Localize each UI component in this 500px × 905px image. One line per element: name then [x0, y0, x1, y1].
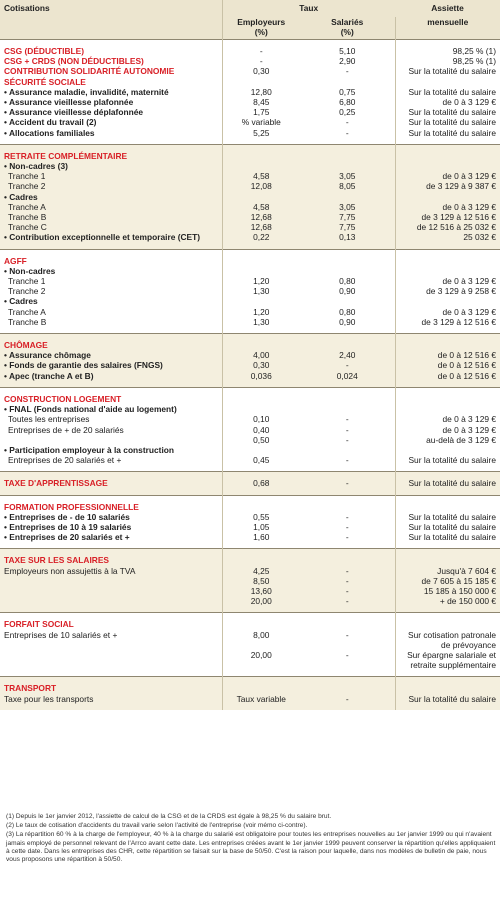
row-employeurs: 0,40: [222, 425, 300, 435]
row-employeurs: [222, 683, 300, 693]
table-header: [0, 0, 500, 40]
row-assiette: Sur la totalité du salaire: [395, 455, 500, 465]
row-label: Employeurs non assujettis à la TVA: [0, 566, 222, 576]
row-label: FORFAIT SOCIAL: [0, 619, 222, 629]
row-assiette: Sur la totalité du salaire: [395, 117, 500, 127]
row-label: • FNAL (Fonds national d'aide au logement): [0, 404, 222, 414]
table-row: [0, 266, 500, 276]
row-assiette: [395, 77, 500, 87]
row-assiette: de prévoyance: [395, 640, 500, 650]
row-assiette: de 0 à 3 129 €: [395, 425, 500, 435]
table-row: [0, 350, 500, 360]
footnote: (3) La répartition 60 % à la charge de l'employeur, 40 % à la charge du salarié est obligatoire pour toutes les entreprises nouvelles au 1er janvier 1999 ou qui n'avaient jamais employé de personnel relevant de l'Arrco avant cette date. Les entreprises créées avant le 1er janvier 1999 peuvent conserver la répartition qu'elles appliquaient à cette date. Dans les entreprises des CHR, cette répartition se faisait sur la base de 50/50. C'est la raison pour laquelle, dans nos modèles de bulletin de paie, nous vous proposons une répartition à 50/50.: [6, 831, 496, 864]
row-assiette: [395, 266, 500, 276]
row-assiette: de 3 129 à 9 258 €: [395, 286, 500, 296]
footnotes: [6, 813, 496, 865]
table-row: [0, 512, 500, 522]
row-salaries: -: [300, 117, 395, 127]
row-salaries: -: [300, 360, 395, 370]
row-salaries: 2,90: [300, 56, 395, 66]
row-label: • Entreprises de - de 10 salariés: [0, 512, 222, 522]
row-label: TAXE D'APPRENTISSAGE: [0, 478, 222, 488]
row-salaries: [300, 394, 395, 404]
row-label: • Non-cadres (3): [0, 161, 222, 171]
row-label: • Entreprises de 20 salariés et +: [0, 532, 222, 542]
row-employeurs: 5,25: [222, 128, 300, 138]
row-assiette: [395, 619, 500, 629]
row-employeurs: [222, 619, 300, 629]
row-label: Taxe pour les transports: [0, 694, 222, 704]
row-salaries: 0,90: [300, 317, 395, 327]
row-label: Tranche 2: [0, 286, 222, 296]
table-row: [0, 425, 500, 435]
row-employeurs: 4,58: [222, 202, 300, 212]
row-assiette: de 0 à 3 129 €: [395, 202, 500, 212]
row-label: • Non-cadres: [0, 266, 222, 276]
row-employeurs: [222, 151, 300, 161]
row-salaries: 3,05: [300, 202, 395, 212]
row-employeurs: [222, 502, 300, 512]
row-assiette: Sur la totalité du salaire: [395, 478, 500, 488]
row-label: • Participation employeur à la construction: [0, 445, 222, 455]
table-row: [0, 171, 500, 181]
header-mensuelle: mensuelle: [395, 17, 500, 40]
table-row: [0, 56, 500, 66]
table-row: [0, 435, 500, 445]
row-label: AGFF: [0, 256, 222, 266]
row-salaries: [300, 296, 395, 306]
row-employeurs: [222, 404, 300, 414]
row-salaries: 6,80: [300, 97, 395, 107]
row-label: • Allocations familiales: [0, 128, 222, 138]
row-label: • Cadres: [0, 296, 222, 306]
table-row: [0, 576, 500, 586]
row-salaries: [300, 404, 395, 414]
row-employeurs: [222, 161, 300, 171]
footnote: (2) Le taux de cotisation d'accidents du travail varie selon l'activité de l'entreprise (voir mémo ci-contre).: [6, 822, 308, 830]
table-row: [0, 683, 500, 693]
row-employeurs: 0,55: [222, 512, 300, 522]
row-employeurs: 8,45: [222, 97, 300, 107]
row-label: Toutes les entreprises: [0, 414, 222, 424]
row-label: Tranche C: [0, 222, 222, 232]
row-assiette: Sur la totalité du salaire: [395, 532, 500, 542]
row-assiette: Sur la totalité du salaire: [395, 107, 500, 117]
row-salaries: -: [300, 414, 395, 424]
row-salaries: [300, 340, 395, 350]
row-label: [0, 660, 222, 670]
row-assiette: de 3 129 à 12 516 €: [395, 212, 500, 222]
table-row: [0, 202, 500, 212]
row-salaries: [300, 683, 395, 693]
row-employeurs: [222, 660, 300, 670]
row-salaries: 0,80: [300, 307, 395, 317]
table-row: [0, 97, 500, 107]
header-salaries-label: Salariés: [331, 17, 364, 27]
row-assiette: de 3 129 à 12 516 €: [395, 317, 500, 327]
row-assiette: retraite supplémentaire: [395, 660, 500, 670]
row-employeurs: 4,25: [222, 566, 300, 576]
row-label: • Fonds de garantie des salaires (FNGS): [0, 360, 222, 370]
row-employeurs: 1,60: [222, 532, 300, 542]
row-employeurs: % variable: [222, 117, 300, 127]
row-employeurs: 0,45: [222, 455, 300, 465]
row-assiette: Jusqu'à 7 604 €: [395, 566, 500, 576]
row-label: [0, 640, 222, 650]
table-row: [0, 371, 500, 381]
row-label: SÉCURITÉ SOCIALE: [0, 77, 222, 87]
row-employeurs: -: [222, 46, 300, 56]
row-assiette: [395, 340, 500, 350]
table-row: [0, 77, 500, 87]
row-employeurs: 20,00: [222, 596, 300, 606]
table-row: [0, 192, 500, 202]
table-row: [0, 286, 500, 296]
row-employeurs: 1,30: [222, 317, 300, 327]
row-assiette: au-delà de 3 129 €: [395, 435, 500, 445]
table-row: [0, 522, 500, 532]
table-row: [0, 694, 500, 704]
row-employeurs: 1,05: [222, 522, 300, 532]
row-assiette: 98,25 % (1): [395, 46, 500, 56]
row-salaries: [300, 619, 395, 629]
row-label: Entreprises de + de 20 salariés: [0, 425, 222, 435]
row-label: [0, 596, 222, 606]
row-employeurs: 1,20: [222, 276, 300, 286]
table-row: [0, 296, 500, 306]
row-salaries: [300, 502, 395, 512]
row-salaries: 0,024: [300, 371, 395, 381]
row-salaries: 0,75: [300, 87, 395, 97]
row-employeurs: 0,036: [222, 371, 300, 381]
row-label: Entreprises de 10 salariés et +: [0, 630, 222, 640]
row-salaries: -: [300, 576, 395, 586]
row-label: • Assurance maladie, invalidité, maternité: [0, 87, 222, 97]
row-label: • Apec (tranche A et B): [0, 371, 222, 381]
row-assiette: de 0 à 3 129 €: [395, 414, 500, 424]
row-employeurs: [222, 296, 300, 306]
row-employeurs: 8,50: [222, 576, 300, 586]
row-assiette: de 0 à 3 129 €: [395, 276, 500, 286]
row-salaries: [300, 660, 395, 670]
row-salaries: 7,75: [300, 212, 395, 222]
row-label: [0, 650, 222, 660]
row-assiette: de 0 à 3 129 €: [395, 171, 500, 181]
row-label: • Contribution exceptionnelle et temporaire (CET): [0, 232, 222, 242]
table-row: [0, 276, 500, 286]
row-assiette: Sur la totalité du salaire: [395, 128, 500, 138]
row-employeurs: 0,68: [222, 478, 300, 488]
header-assiette: Assiette: [395, 0, 500, 17]
table-row: [0, 317, 500, 327]
row-assiette: de 0 à 3 129 €: [395, 97, 500, 107]
table-row: [0, 181, 500, 191]
row-employeurs: Taux variable: [222, 694, 300, 704]
header-employeurs: [222, 17, 300, 40]
table-row: [0, 404, 500, 414]
row-label: • Cadres: [0, 192, 222, 202]
row-assiette: de 0 à 12 516 €: [395, 371, 500, 381]
table-row: [0, 161, 500, 171]
row-assiette: [395, 445, 500, 455]
row-label: [0, 576, 222, 586]
row-employeurs: 1,30: [222, 286, 300, 296]
row-label: • Assurance vieillesse plafonnée: [0, 97, 222, 107]
row-employeurs: 13,60: [222, 586, 300, 596]
table-row: [0, 445, 500, 455]
table-row: [0, 128, 500, 138]
header-cotisations: Cotisations: [0, 0, 222, 17]
row-assiette: Sur la totalité du salaire: [395, 66, 500, 76]
row-employeurs: 12,80: [222, 87, 300, 97]
row-employeurs: 4,00: [222, 350, 300, 360]
row-label: CSG (DÉDUCTIBLE): [0, 46, 222, 56]
table-row: [0, 46, 500, 56]
table-row: [0, 232, 500, 242]
row-salaries: -: [300, 694, 395, 704]
row-label: Tranche 1: [0, 276, 222, 286]
table-row: [0, 532, 500, 542]
row-employeurs: [222, 340, 300, 350]
row-assiette: [395, 192, 500, 202]
row-assiette: [395, 394, 500, 404]
row-employeurs: -: [222, 56, 300, 66]
row-assiette: Sur épargne salariale et: [395, 650, 500, 660]
table-row: [0, 66, 500, 76]
row-salaries: -: [300, 630, 395, 640]
row-assiette: [395, 404, 500, 414]
row-salaries: 0,25: [300, 107, 395, 117]
row-salaries: -: [300, 66, 395, 76]
row-employeurs: 0,30: [222, 66, 300, 76]
row-employeurs: 4,58: [222, 171, 300, 181]
row-employeurs: 12,68: [222, 212, 300, 222]
row-label: Tranche 2: [0, 181, 222, 191]
table-row: [0, 151, 500, 161]
row-label: TAXE SUR LES SALAIRES: [0, 555, 222, 565]
row-assiette: de 0 à 3 129 €: [395, 307, 500, 317]
row-assiette: 25 032 €: [395, 232, 500, 242]
row-employeurs: [222, 555, 300, 565]
table-row: [0, 107, 500, 117]
row-employeurs: 12,68: [222, 222, 300, 232]
row-employeurs: 1,75: [222, 107, 300, 117]
row-assiette: Sur la totalité du salaire: [395, 694, 500, 704]
row-assiette: 98,25 % (1): [395, 56, 500, 66]
row-salaries: -: [300, 512, 395, 522]
table-row: [0, 630, 500, 640]
row-employeurs: 0,22: [222, 232, 300, 242]
row-salaries: [300, 266, 395, 276]
table-row: [0, 212, 500, 222]
row-assiette: [395, 151, 500, 161]
table-row: [0, 596, 500, 606]
header-employeurs-label: Employeurs: [237, 17, 286, 27]
row-assiette: Sur la totalité du salaire: [395, 522, 500, 532]
row-label: CONTRIBUTION SOLIDARITÉ AUTONOMIE: [0, 66, 222, 76]
table-row: [0, 307, 500, 317]
table-row: [0, 555, 500, 565]
table-row: [0, 360, 500, 370]
row-assiette: de 0 à 12 516 €: [395, 350, 500, 360]
table-row: [0, 566, 500, 576]
table-row: [0, 87, 500, 97]
row-salaries: [300, 161, 395, 171]
row-salaries: -: [300, 435, 395, 445]
row-label: • Accident du travail (2): [0, 117, 222, 127]
row-salaries: 0,13: [300, 232, 395, 242]
row-salaries: 2,40: [300, 350, 395, 360]
row-assiette: de 0 à 12 516 €: [395, 360, 500, 370]
row-employeurs: 0,50: [222, 435, 300, 445]
row-employeurs: [222, 256, 300, 266]
row-assiette: Sur cotisation patronale: [395, 630, 500, 640]
row-label: • Assurance vieillesse déplafonnée: [0, 107, 222, 117]
row-salaries: 0,80: [300, 276, 395, 286]
row-salaries: 5,10: [300, 46, 395, 56]
row-assiette: de 12 516 à 25 032 €: [395, 222, 500, 232]
row-salaries: [300, 77, 395, 87]
table-row: [0, 256, 500, 266]
row-salaries: -: [300, 425, 395, 435]
row-label: • Entreprises de 10 à 19 salariés: [0, 522, 222, 532]
row-salaries: 3,05: [300, 171, 395, 181]
row-salaries: [300, 555, 395, 565]
header-taux: Taux: [222, 0, 395, 17]
table-body: [0, 40, 500, 710]
row-label: CSG + CRDS (NON DÉDUCTIBLES): [0, 56, 222, 66]
footnote: (1) Depuis le 1er janvier 2012, l'assiette de calcul de la CSG et de la CRDS est égale à 98,25 % du salaire brut.: [6, 813, 332, 820]
row-employeurs: [222, 445, 300, 455]
row-label: Tranche B: [0, 212, 222, 222]
row-assiette: de 7 605 à 15 185 €: [395, 576, 500, 586]
table-row: [0, 222, 500, 232]
row-label: CHÔMAGE: [0, 340, 222, 350]
row-assiette: Sur la totalité du salaire: [395, 87, 500, 97]
row-label: FORMATION PROFESSIONNELLE: [0, 502, 222, 512]
row-salaries: 0,90: [300, 286, 395, 296]
row-assiette: [395, 296, 500, 306]
row-assiette: [395, 502, 500, 512]
table-row: [0, 478, 500, 488]
row-label: Tranche B: [0, 317, 222, 327]
row-salaries: -: [300, 128, 395, 138]
row-salaries: [300, 151, 395, 161]
row-employeurs: 1,20: [222, 307, 300, 317]
row-salaries: -: [300, 455, 395, 465]
row-salaries: -: [300, 596, 395, 606]
row-salaries: [300, 256, 395, 266]
row-salaries: -: [300, 522, 395, 532]
row-label: Entreprises de 20 salariés et +: [0, 455, 222, 465]
row-employeurs: [222, 394, 300, 404]
row-label: Tranche A: [0, 202, 222, 212]
row-salaries: -: [300, 478, 395, 488]
header-salaries: [300, 17, 395, 40]
row-label: CONSTRUCTION LOGEMENT: [0, 394, 222, 404]
row-assiette: [395, 256, 500, 266]
row-employeurs: [222, 77, 300, 87]
row-label: • Assurance chômage: [0, 350, 222, 360]
row-label: Tranche 1: [0, 171, 222, 181]
table-row: [0, 414, 500, 424]
table-row: [0, 660, 500, 670]
row-salaries: -: [300, 650, 395, 660]
row-salaries: 7,75: [300, 222, 395, 232]
table-row: [0, 340, 500, 350]
table-row: [0, 455, 500, 465]
row-salaries: 8,05: [300, 181, 395, 191]
row-salaries: -: [300, 586, 395, 596]
row-assiette: [395, 683, 500, 693]
header-employeurs-unit: (%): [254, 27, 268, 38]
row-label: [0, 435, 222, 445]
table-row: [0, 117, 500, 127]
row-employeurs: [222, 192, 300, 202]
row-employeurs: 8,00: [222, 630, 300, 640]
row-employeurs: 0,30: [222, 360, 300, 370]
table-row: [0, 586, 500, 596]
row-label: RETRAITE COMPLÉMENTAIRE: [0, 151, 222, 161]
row-assiette: Sur la totalité du salaire: [395, 512, 500, 522]
row-label: TRANSPORT: [0, 683, 222, 693]
header-salaries-unit: (%): [340, 27, 354, 38]
row-employeurs: [222, 640, 300, 650]
table-row: [0, 619, 500, 629]
row-employeurs: 0,10: [222, 414, 300, 424]
row-assiette: de 3 129 à 9 387 €: [395, 181, 500, 191]
row-label: Tranche A: [0, 307, 222, 317]
row-assiette: [395, 161, 500, 171]
table-row: [0, 640, 500, 650]
row-salaries: -: [300, 566, 395, 576]
row-employeurs: [222, 266, 300, 276]
row-employeurs: 12,08: [222, 181, 300, 191]
row-salaries: [300, 445, 395, 455]
row-assiette: 15 185 à 150 000 €: [395, 586, 500, 596]
row-salaries: [300, 640, 395, 650]
row-salaries: -: [300, 532, 395, 542]
row-assiette: + de 150 000 €: [395, 596, 500, 606]
row-salaries: [300, 192, 395, 202]
row-employeurs: 20,00: [222, 650, 300, 660]
table-row: [0, 502, 500, 512]
row-label: [0, 586, 222, 596]
table-row: [0, 394, 500, 404]
row-assiette: [395, 555, 500, 565]
table-row: [0, 650, 500, 660]
